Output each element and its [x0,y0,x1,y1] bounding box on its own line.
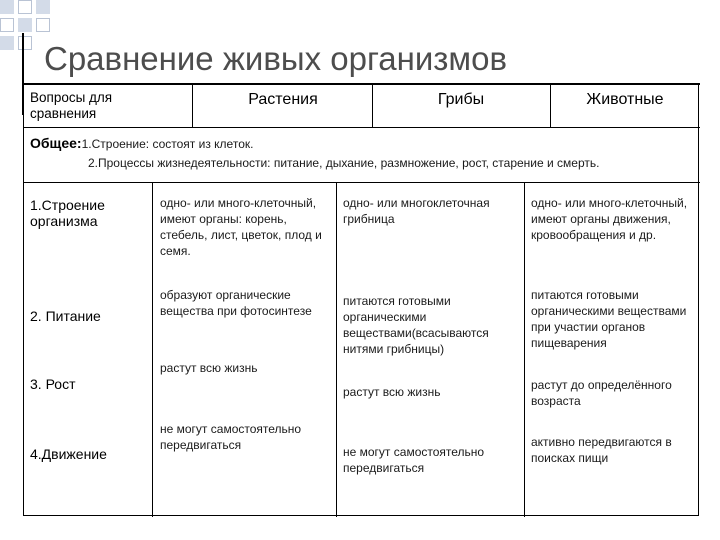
table-cell-plants: одно- или много-клеточный, имеют органы: корень, стебель, лист, цветок, плод и семя. [160,196,322,258]
header-animals: Животные [586,91,664,108]
table-cell-plants: растут всю жизнь [160,361,258,375]
header-plants: Растения [248,91,318,108]
header-fungi: Грибы [437,91,485,108]
row-category: 2. Питание [30,308,101,324]
row-category: 4.Движение [30,446,107,462]
common-point-2: 2.Процессы жизнедеятельности: питание, дыхание, размножение, рост, старение и смерть. [88,156,600,170]
grid-line [192,85,193,127]
comparison-table [23,84,699,516]
grid-line [24,182,700,183]
table-cell-animals: питаются готовыми органическими веществами при участии органов пищеварения [531,288,687,350]
common-label: Общее: [30,135,82,151]
table-cell-animals: активно передвигаются в поисках пищи [531,435,672,465]
table-cell-fungi: одно- или многоклеточная грибница [343,196,490,226]
grid-line [24,127,700,128]
decor-square [36,0,50,14]
common-point-1: 1.Строение: состоят из клеток. [81,137,254,151]
decor-square [18,0,32,14]
page-title: Сравнение живых организмов [44,40,507,77]
table-cell-fungi: питаются готовыми органическими веществами(всасываются нитями грибницы) [343,294,489,356]
decor-square [0,18,14,32]
row-category: 1.Строение организма [30,197,105,229]
common-row [30,135,690,152]
grid-line [550,85,551,127]
table-cell-plants: образуют органические вещества при фотосинтезе [160,288,312,318]
decor-square [36,18,50,32]
decor-square [18,36,32,50]
table-cell-fungi: не могут самостоятельно передвигаться [343,445,485,475]
grid-line [152,182,153,517]
decor-square [0,0,14,14]
table-cell-animals: растут до определённого возраста [531,378,672,408]
decor-square [18,18,32,32]
grid-line [372,85,373,127]
decor-square [0,36,14,50]
table-cell-animals: одно- или много-клеточный, имеют органы движения, кровообращения и др. [531,196,688,242]
row-category: 3. Рост [30,376,76,392]
grid-line [336,182,337,517]
table-cell-fungi: растут всю жизнь [343,385,441,399]
table-cell-plants: не могут самостоятельно передвигаться [160,422,302,452]
header-questions: Вопросы для сравнения [30,90,113,121]
grid-line [524,182,525,517]
